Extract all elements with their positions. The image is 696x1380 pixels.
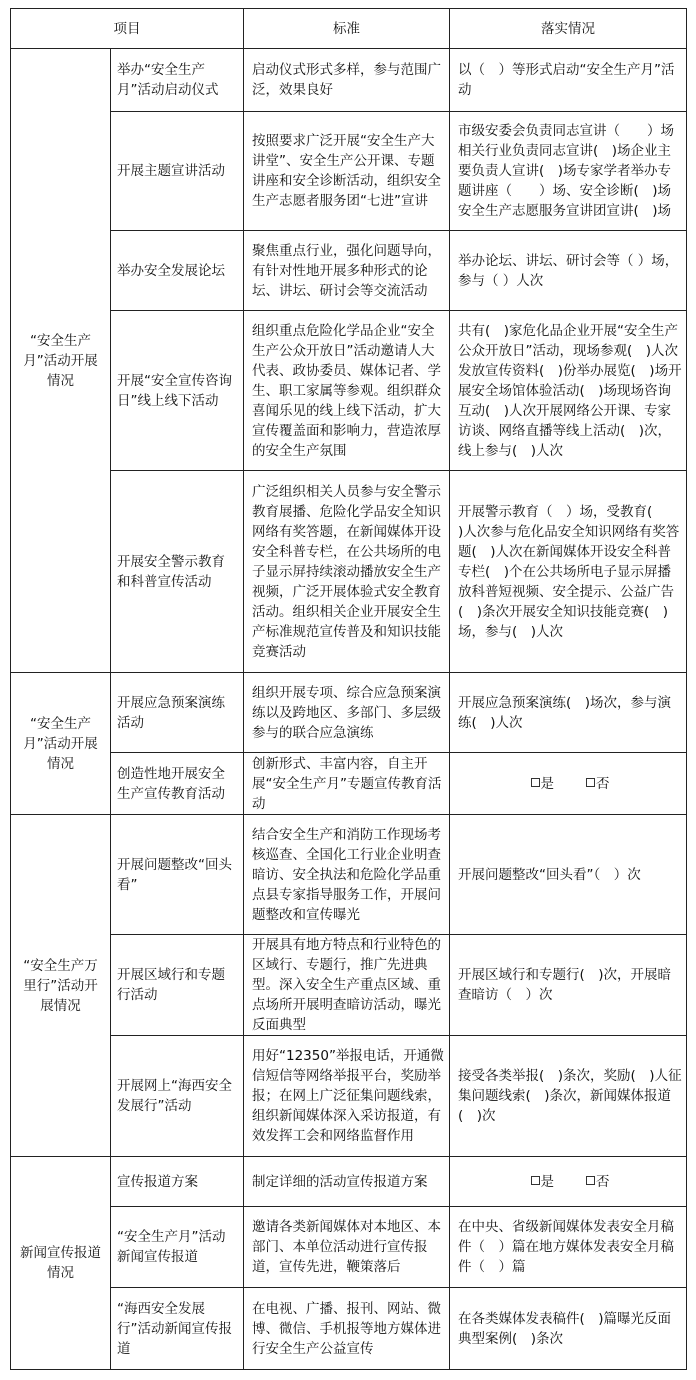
result-cell: 开展警示教育（ ）场，受教育( )人次参与危化品安全知识网络有奖答题( )人次在新闻媒体开设安全科普专栏( )个在公共场所电子显示屏播放科普短视频、安全提示、公益广告( )条次开展安全知识技能竞赛( )场，参与( )人次	[450, 471, 687, 673]
table-row	[11, 815, 687, 935]
checkbox-icon	[586, 1176, 595, 1185]
standard-cell: 组织重点危险化学品企业“安全生产公众开放日”活动邀请人大代表、政协委员、媒体记者、学生、职工家属等参观。组织群众喜闻乐见的线上线下活动，扩大宣传覆盖面和影响力，营造浓厚的安全生产氛围	[244, 311, 450, 471]
item-cell: 开展主题宣讲活动	[111, 112, 244, 231]
section-title: 新闻宣传报道情况	[11, 1157, 111, 1370]
table-row	[11, 935, 687, 1036]
standard-cell: 在电视、广播、报刊、网站、微博、微信、手机报等地方媒体进行安全生产公益宣传	[244, 1288, 450, 1370]
table-row	[11, 1207, 687, 1288]
standard-cell: 用好“12350”举报电话，开通微信短信等网络举报平台，奖励举报；在网上广泛征集问题线索，组织新闻媒体深入采访报道，有效发挥工会和网络监督作用	[244, 1036, 450, 1157]
standard-cell: 创新形式、丰富内容，自主开展“安全生产月”专题宣传教育活动	[244, 753, 450, 815]
item-cell: 开展区域行和专题行活动	[111, 935, 244, 1036]
table-row	[11, 673, 687, 753]
item-cell: 开展问题整改“回头看”	[111, 815, 244, 935]
standard-cell: 邀请各类新闻媒体对本地区、本部门、本单位活动进行宣传报道，宣传先进，鞭策落后	[244, 1207, 450, 1288]
header-standard: 标准	[244, 9, 450, 49]
section-title: “安全生产月”活动开展情况	[11, 49, 111, 673]
checkbox-icon	[586, 778, 595, 787]
header-item: 项目	[11, 9, 244, 49]
table-row	[11, 753, 687, 815]
header-row	[11, 9, 687, 49]
result-cell: 开展区域行和专题行( )次，开展暗查暗访（ ）次	[450, 935, 687, 1036]
table-row	[11, 49, 687, 112]
standard-cell: 制定详细的活动宣传报道方案	[244, 1157, 450, 1207]
item-cell: “安全生产月”活动新闻宣传报道	[111, 1207, 244, 1288]
header-implementation: 落实情况	[450, 9, 687, 49]
yes-no-choice	[450, 1157, 687, 1207]
item-cell: 开展网上“海西安全发展行”活动	[111, 1036, 244, 1157]
standard-cell: 结合安全生产和消防工作现场考核巡查、全国化工行业企业明查暗访、安全执法和危险化学品重点县专家指导服务工作，开展问题整改和宣传曝光	[244, 815, 450, 935]
table-row	[11, 1036, 687, 1157]
result-cell: 共有( )家危化品企业开展“安全生产公众开放日”活动，现场参观( )人次发放宣传资料( )份举办展览( )场开展安全场馆体验活动( )场现场咨询互动( )人次开展网络公开课、专家访谈、网络直播等线上活动( )次，线上参与( )人次	[450, 311, 687, 471]
table-row	[11, 311, 687, 471]
standard-cell: 组织开展专项、综合应急预案演练以及跨地区、多部门、多层级参与的联合应急演练	[244, 673, 450, 753]
standard-cell: 按照要求广泛开展“安全生产大讲堂”、安全生产公开课、专题讲座和安全诊断活动，组织安全生产志愿者服务团“七进”宣讲	[244, 112, 450, 231]
yes-option[interactable]: 是	[531, 774, 555, 794]
yes-no-choice	[450, 753, 687, 815]
item-cell: “海西安全发展行”活动新闻宣传报道	[111, 1288, 244, 1370]
checkbox-icon	[531, 778, 540, 787]
standard-cell: 聚焦重点行业，强化问题导向，有针对性地开展多种形式的论坛、讲坛、研讨会等交流活动	[244, 231, 450, 311]
yes-option[interactable]: 是	[531, 1172, 555, 1192]
result-cell: 以（ ）等形式启动“安全生产月”活动	[450, 49, 687, 112]
table-row	[11, 1288, 687, 1370]
activity-checklist-table	[10, 8, 687, 1370]
item-cell: 创造性地开展安全生产宣传教育活动	[111, 753, 244, 815]
no-option[interactable]: 否	[586, 1172, 610, 1192]
no-option[interactable]: 否	[586, 774, 610, 794]
table-row	[11, 112, 687, 231]
section-title: “安全生产万里行”活动开展情况	[11, 815, 111, 1157]
result-cell: 举办论坛、讲坛、研讨会等（ ）场，参与（ ）人次	[450, 231, 687, 311]
result-cell: 市级安委会负责同志宣讲（ ）场相关行业负责同志宣讲( )场企业主要负责人宣讲( )场专家学者举办专题讲座（ ）场、安全诊断( )场安全生产志愿服务宣讲团宣讲( )场	[450, 112, 687, 231]
table-row	[11, 471, 687, 673]
standard-cell: 开展具有地方特点和行业特色的区域行、专题行，推广先进典型。深入安全生产重点区域、重点场所开展明查暗访活动，曝光反面典型	[244, 935, 450, 1036]
table-row	[11, 231, 687, 311]
item-cell: 开展“安全宣传咨询日”线上线下活动	[111, 311, 244, 471]
standard-cell: 广泛组织相关人员参与安全警示教育展播、危险化学品安全知识网络有奖答题，在新闻媒体开设安全科普专栏，在公共场所的电子显示屏持续滚动播放安全生产视频，广泛开展体验式安全教育活动。组织相关企业开展安全生产标准规范宣传普及和知识技能竞赛活动	[244, 471, 450, 673]
result-cell: 开展应急预案演练( )场次，参与演练( )人次	[450, 673, 687, 753]
result-cell: 接受各类举报( )条次，奖励( )人征集问题线索( )条次，新闻媒体报道( )次	[450, 1036, 687, 1157]
checkbox-icon	[531, 1176, 540, 1185]
item-cell: 开展安全警示教育和科普宣传活动	[111, 471, 244, 673]
result-cell: 开展问题整改“回头看”（ ）次	[450, 815, 687, 935]
item-cell: 开展应急预案演练活动	[111, 673, 244, 753]
table-row	[11, 1157, 687, 1207]
result-cell: 在中央、省级新闻媒体发表安全月稿件（ ）篇在地方媒体发表安全月稿件（ ）篇	[450, 1207, 687, 1288]
result-cell: 在各类媒体发表稿件( )篇曝光反面典型案例( )条次	[450, 1288, 687, 1370]
item-cell: 举办“安全生产月”活动启动仪式	[111, 49, 244, 112]
item-cell: 宣传报道方案	[111, 1157, 244, 1207]
standard-cell: 启动仪式形式多样，参与范围广泛，效果良好	[244, 49, 450, 112]
item-cell: 举办安全发展论坛	[111, 231, 244, 311]
section-title: “安全生产月”活动开展情况	[11, 673, 111, 815]
